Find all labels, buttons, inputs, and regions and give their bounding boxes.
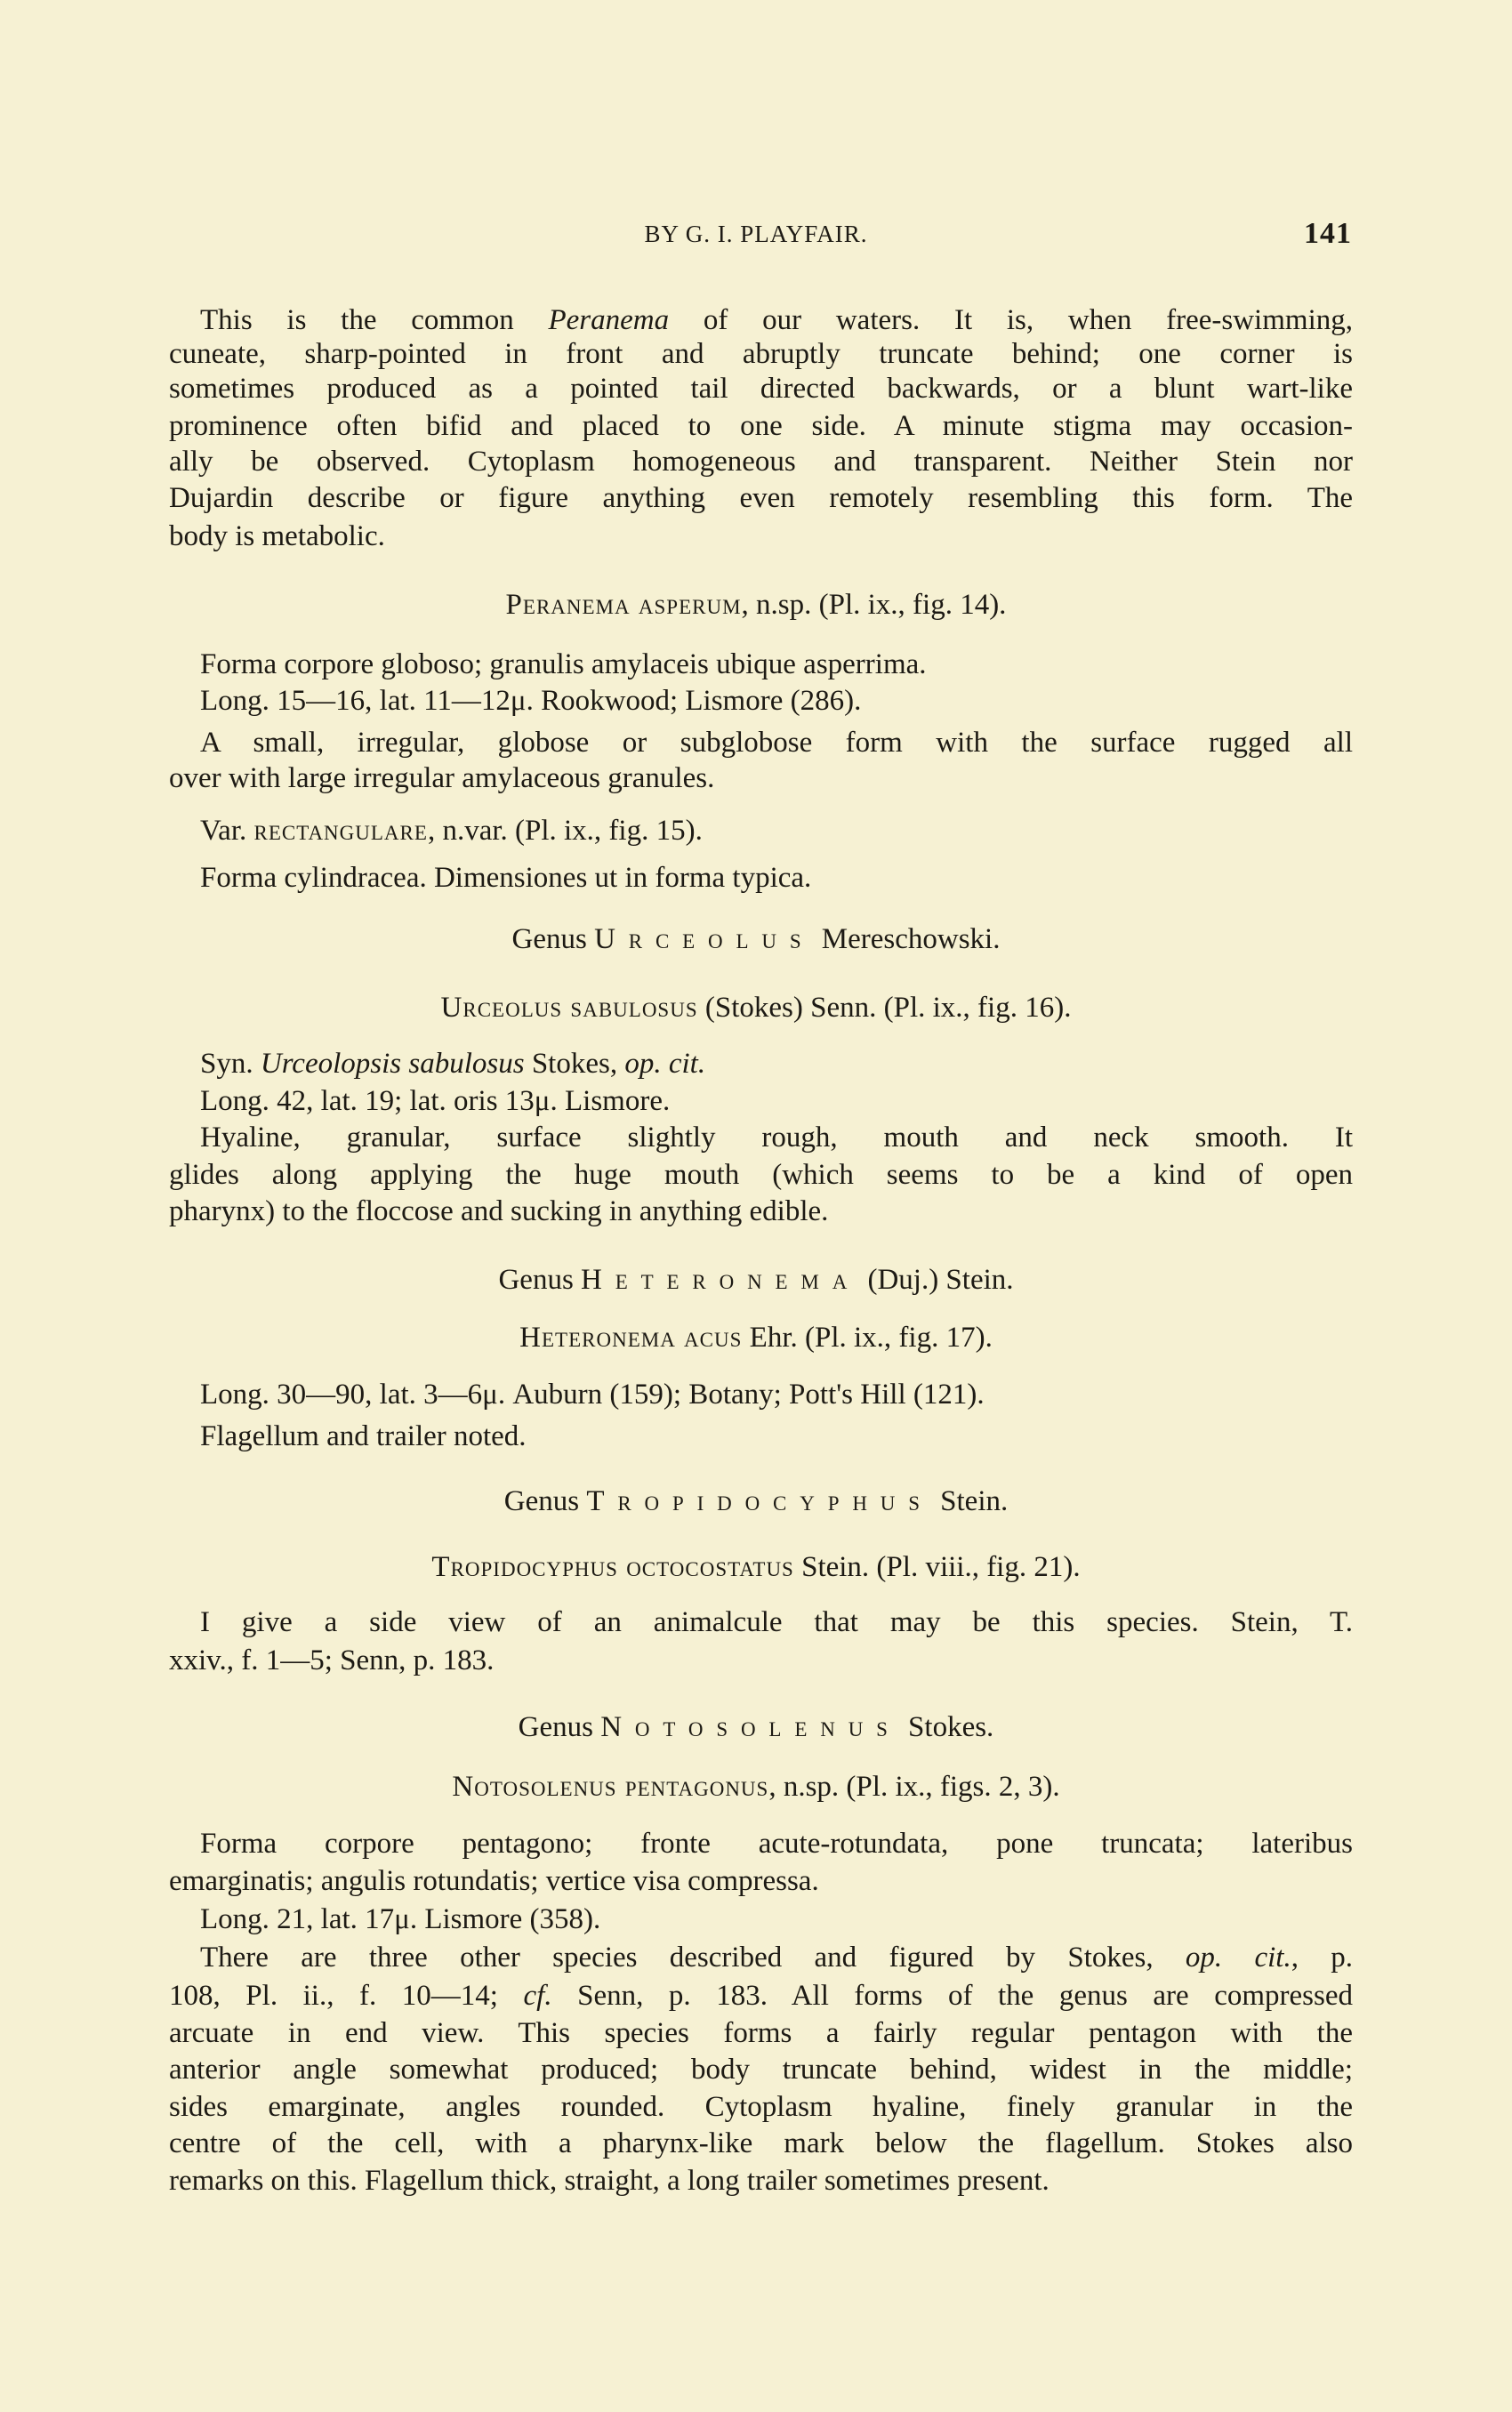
text-line <box>200 1045 1353 1082</box>
text-segment: arcuate in end view. This species forms a fairly regular pentagon with the <box>169 2017 1353 2049</box>
text-segment: Stokes, <box>524 1048 625 1080</box>
section-heading <box>0 921 1512 958</box>
text-line <box>200 1376 1353 1413</box>
text-segment: , n.sp. (Pl. ix., figs. 2, 3). <box>768 1771 1060 1803</box>
page-number: 141 <box>1304 217 1352 250</box>
text-segment: over with large irregular amylaceous granules. <box>169 762 715 794</box>
text-segment: (Stokes) Senn. (Pl. ix., fig. 16). <box>697 992 1072 1024</box>
text-line <box>169 2051 1353 2088</box>
text-segment: Genus <box>511 923 595 955</box>
text-segment: Forma corpore globoso; granulis amylaceis ubique asperrima. <box>200 648 927 680</box>
text-segment: pharynx) to the floccose and sucking in anything edible. <box>169 1195 829 1227</box>
text-segment: xxiv., f. 1—5; Senn, p. 183. <box>169 1644 495 1676</box>
taxon-name: Urceolus sabulosus <box>440 992 698 1024</box>
text-segment: I give a side view of an animalcule that may be this species. Stein, T. <box>200 1606 1353 1638</box>
text-segment: Long. 42, lat. 19; lat. oris 13μ. Lismore. <box>200 1085 671 1117</box>
text-segment: Genus <box>518 1711 601 1743</box>
text-segment: Long. 30—90, lat. 3—6μ. Auburn (159); Botany; Pott's Hill (121). <box>200 1379 985 1411</box>
text-segment: body is metabolic. <box>169 520 385 552</box>
text-segment: cuneate, sharp-pointed in front and abruptly truncate behind; one corner is <box>169 338 1353 370</box>
section-heading <box>0 1768 1512 1805</box>
text-line <box>169 518 1353 555</box>
text-segment: , p. <box>1291 1942 1354 1974</box>
text-segment: glides along applying the huge mouth (which seems to be a kind of open <box>169 1159 1353 1191</box>
text-segment: 108, Pl. ii., f. 10—14; <box>169 1980 524 2012</box>
text-line <box>169 1642 1353 1679</box>
text-segment: This is the common <box>200 304 549 336</box>
text-line <box>169 760 1353 797</box>
text-line <box>200 1604 1353 1641</box>
text-segment: sometimes produced as a pointed tail directed backwards, or a blunt wart-like <box>169 373 1353 405</box>
text-segment: prominence often bifid and placed to one side. A minute stigma may occasion- <box>169 410 1353 442</box>
genus-name: Tropidocyphus <box>586 1485 933 1517</box>
text-line <box>200 1119 1353 1156</box>
running-head: BY G. I. PLAYFAIR. <box>644 221 868 247</box>
text-line <box>200 1082 1353 1120</box>
text-line <box>200 1939 1353 1976</box>
taxon-name: Heteronema acus <box>519 1322 743 1354</box>
section-heading <box>0 1548 1512 1586</box>
text-line <box>169 2088 1353 2126</box>
italic-text: Urceolopsis sabulosus <box>260 1048 525 1080</box>
text-segment: Stokes. <box>900 1711 994 1743</box>
text-segment: Hyaline, granular, surface slightly rough, mouth and neck smooth. It <box>200 1122 1353 1154</box>
text-line <box>200 682 1353 720</box>
text-segment: , n.sp. (Pl. ix., fig. 14). <box>741 589 1007 621</box>
text-segment: Flagellum and trailer noted. <box>200 1420 527 1452</box>
text-segment: , n.var. (Pl. ix., fig. 15). <box>427 815 703 847</box>
text-segment: Stein. <box>932 1485 1009 1517</box>
text-segment: Genus <box>498 1264 582 1296</box>
section-heading <box>0 1319 1512 1356</box>
text-line <box>200 812 1353 849</box>
text-segment: Dujardin describe or figure anything even remotely resembling this form. The <box>169 482 1353 514</box>
section-heading <box>0 1261 1512 1298</box>
taxon-name: Peranema asperum <box>505 589 742 621</box>
taxon-name: Notosolenus pentagonus <box>452 1771 769 1803</box>
text-line <box>169 1977 1353 2014</box>
text-line <box>200 859 1353 896</box>
text-line <box>169 2125 1353 2162</box>
text-line <box>200 1825 1353 1862</box>
text-segment: Forma corpore pentagono; fronte acute-rotundata, pone truncata; lateribus <box>200 1828 1353 1860</box>
section-heading <box>0 586 1512 623</box>
text-line <box>200 1901 1353 1938</box>
text-segment: Syn. <box>200 1048 261 1080</box>
text-segment: centre of the cell, with a pharynx-like mark below the flagellum. Stokes also <box>169 2127 1353 2159</box>
text-line <box>169 1193 1353 1230</box>
taxon-name: rectangulare <box>253 815 428 847</box>
text-segment: emarginatis; angulis rotundatis; vertice visa compressa. <box>169 1865 819 1897</box>
text-segment: Long. 21, lat. 17μ. Lismore (358). <box>200 1903 601 1935</box>
italic-text: Peranema <box>548 304 670 336</box>
text-line <box>169 2162 1353 2199</box>
text-line <box>200 724 1353 761</box>
text-segment: of our waters. It is, when free-swimming, <box>669 304 1353 336</box>
text-line <box>169 479 1353 517</box>
italic-text: op. cit. <box>624 1048 706 1080</box>
text-segment: sides emarginate, angles rounded. Cytoplasm hyaline, finely granular in the <box>169 2091 1353 2123</box>
text-segment: (Duj.) Stein. <box>860 1264 1014 1296</box>
text-line <box>200 302 1353 339</box>
text-line <box>169 370 1353 407</box>
section-heading <box>0 989 1512 1026</box>
text-segment: Ehr. (Pl. ix., fig. 17). <box>742 1322 993 1354</box>
text-line <box>169 443 1353 480</box>
genus-name: Heteronema <box>581 1264 861 1296</box>
text-segment: There are three other species described and figured by Stokes, <box>200 1942 1186 1974</box>
italic-text: cf. <box>523 1980 552 2012</box>
text-segment: ally be observed. Cytoplasm homogeneous and transparent. Neither Stein nor <box>169 446 1353 478</box>
text-segment: anterior angle somewhat produced; body truncate behind, widest in the middle; <box>169 2054 1353 2086</box>
text-segment: Var. <box>200 815 254 847</box>
text-segment: remarks on this. Flagellum thick, straight, a long trailer sometimes present. <box>169 2165 1050 2197</box>
italic-text: op. cit. <box>1185 1942 1291 1974</box>
text-segment: Mereschowski. <box>814 923 1001 955</box>
genus-name: Urceolus <box>594 923 815 955</box>
text-segment: Long. 15—16, lat. 11—12μ. Rookwood; Lismore (286). <box>200 685 862 717</box>
text-line <box>169 1862 1353 1900</box>
text-line <box>169 407 1353 445</box>
text-line <box>169 1156 1353 1194</box>
text-line <box>169 2014 1353 2052</box>
text-segment: Genus <box>503 1485 587 1517</box>
genus-name: Notosolenus <box>600 1711 901 1743</box>
text-segment: A small, irregular, globose or subglobose form with the surface rugged all <box>200 727 1353 759</box>
text-line <box>169 335 1353 373</box>
text-segment: Forma cylindracea. Dimensiones ut in forma typica. <box>200 862 812 894</box>
text-segment: Senn, p. 183. All forms of the genus are compressed <box>551 1980 1353 2012</box>
taxon-name: Tropidocyphus octocostatus <box>431 1551 794 1583</box>
text-segment: Stein. (Pl. viii., fig. 21). <box>793 1551 1081 1583</box>
text-line <box>200 646 1353 683</box>
section-heading <box>0 1708 1512 1746</box>
section-heading <box>0 1483 1512 1520</box>
text-line <box>200 1418 1353 1455</box>
